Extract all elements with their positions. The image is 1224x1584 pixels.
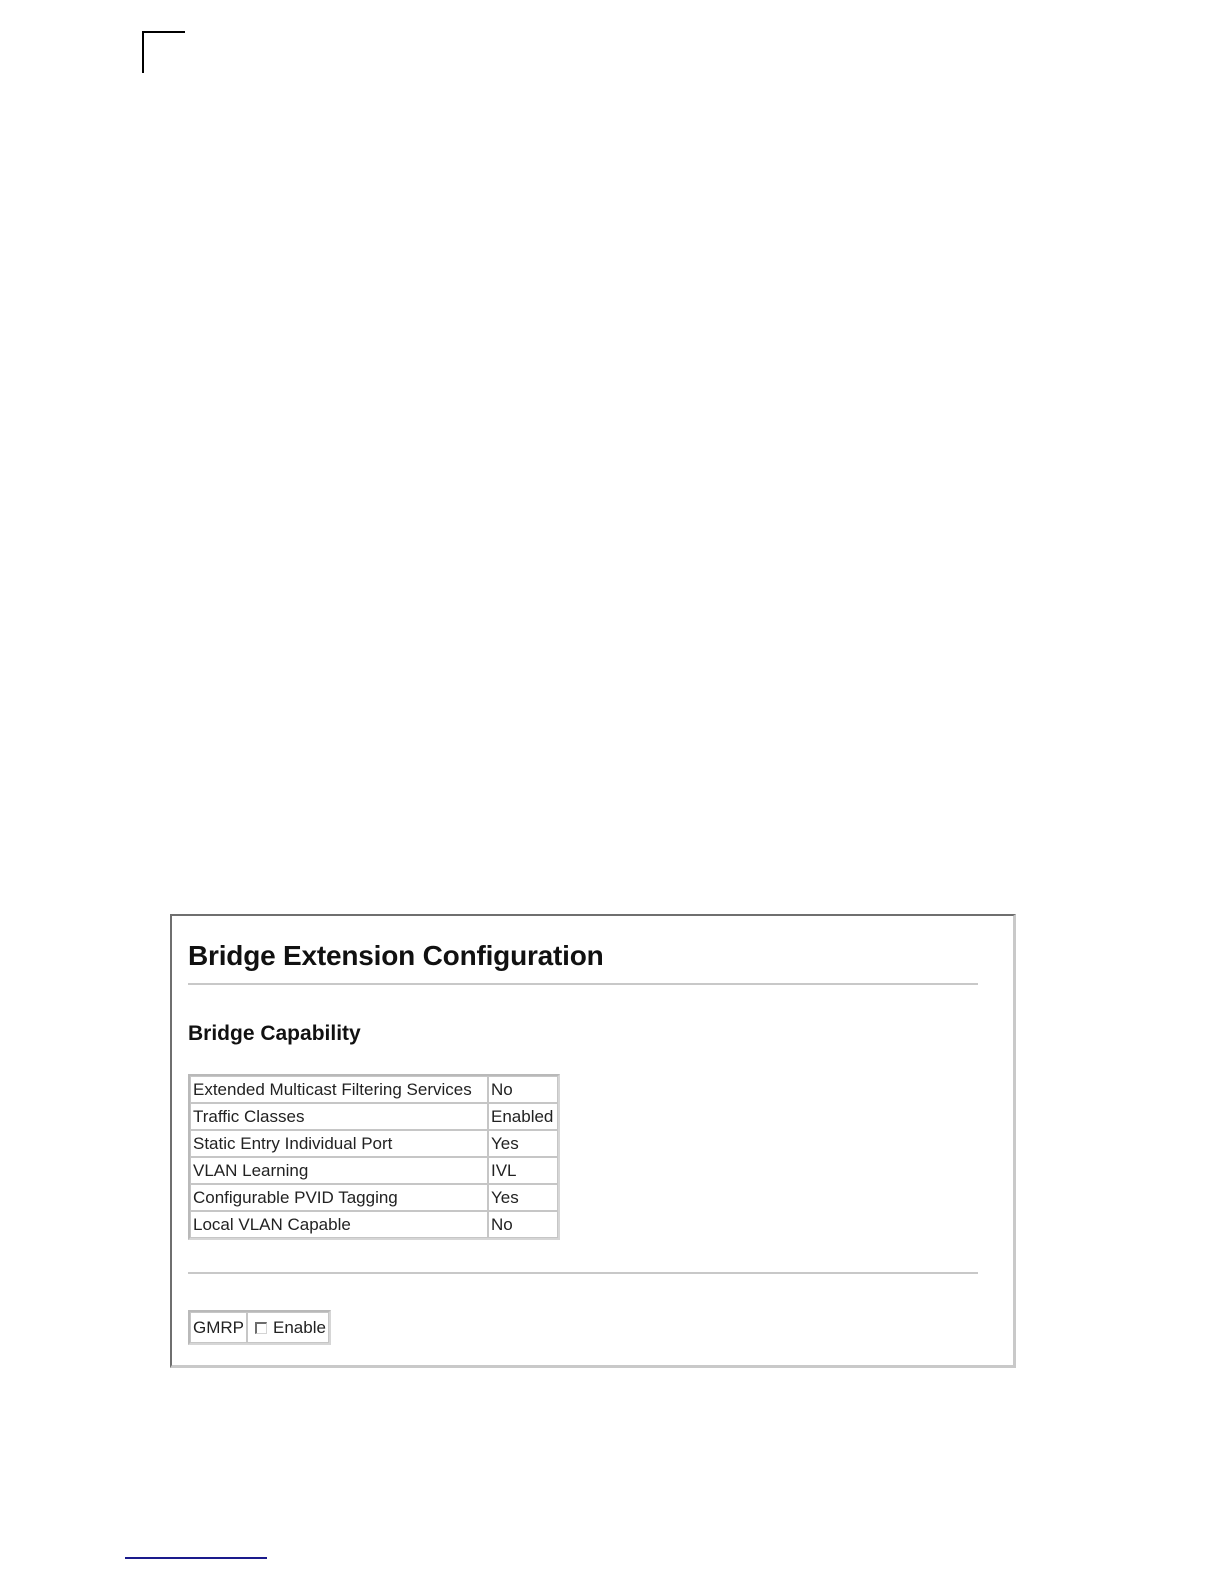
gmrp-label: GMRP — [190, 1312, 247, 1343]
capability-label: VLAN Learning — [190, 1157, 488, 1184]
capability-label: Static Entry Individual Port — [190, 1130, 488, 1157]
divider — [188, 983, 978, 985]
capability-value: No — [488, 1076, 558, 1103]
crop-mark — [142, 31, 185, 33]
capability-label: Extended Multicast Filtering Services — [190, 1076, 488, 1103]
gmrp-table — [188, 1310, 331, 1345]
table-row — [190, 1076, 558, 1103]
capability-value: Yes — [488, 1184, 558, 1211]
capability-value: Enabled — [488, 1103, 558, 1130]
table-row — [190, 1157, 558, 1184]
capability-value: IVL — [488, 1157, 558, 1184]
footer-rule — [125, 1557, 267, 1559]
table-row — [190, 1312, 329, 1343]
table-row — [190, 1184, 558, 1211]
gmrp-enable-cell — [247, 1312, 329, 1343]
divider — [188, 1272, 978, 1274]
bridge-capability-table — [188, 1074, 560, 1240]
capability-value: No — [488, 1211, 558, 1238]
capability-label: Traffic Classes — [190, 1103, 488, 1130]
table-row — [190, 1130, 558, 1157]
screenshot-panel — [170, 914, 1016, 1368]
capability-label: Local VLAN Capable — [190, 1211, 488, 1238]
crop-mark — [142, 31, 144, 73]
table-row — [190, 1103, 558, 1130]
capability-label: Configurable PVID Tagging — [190, 1184, 488, 1211]
gmrp-enable-checkbox[interactable] — [255, 1322, 267, 1334]
table-row — [190, 1211, 558, 1238]
gmrp-enable-label[interactable]: Enable — [273, 1317, 326, 1337]
section-title: Bridge Capability — [188, 1022, 361, 1045]
capability-value: Yes — [488, 1130, 558, 1157]
page-title: Bridge Extension Configuration — [188, 940, 604, 971]
